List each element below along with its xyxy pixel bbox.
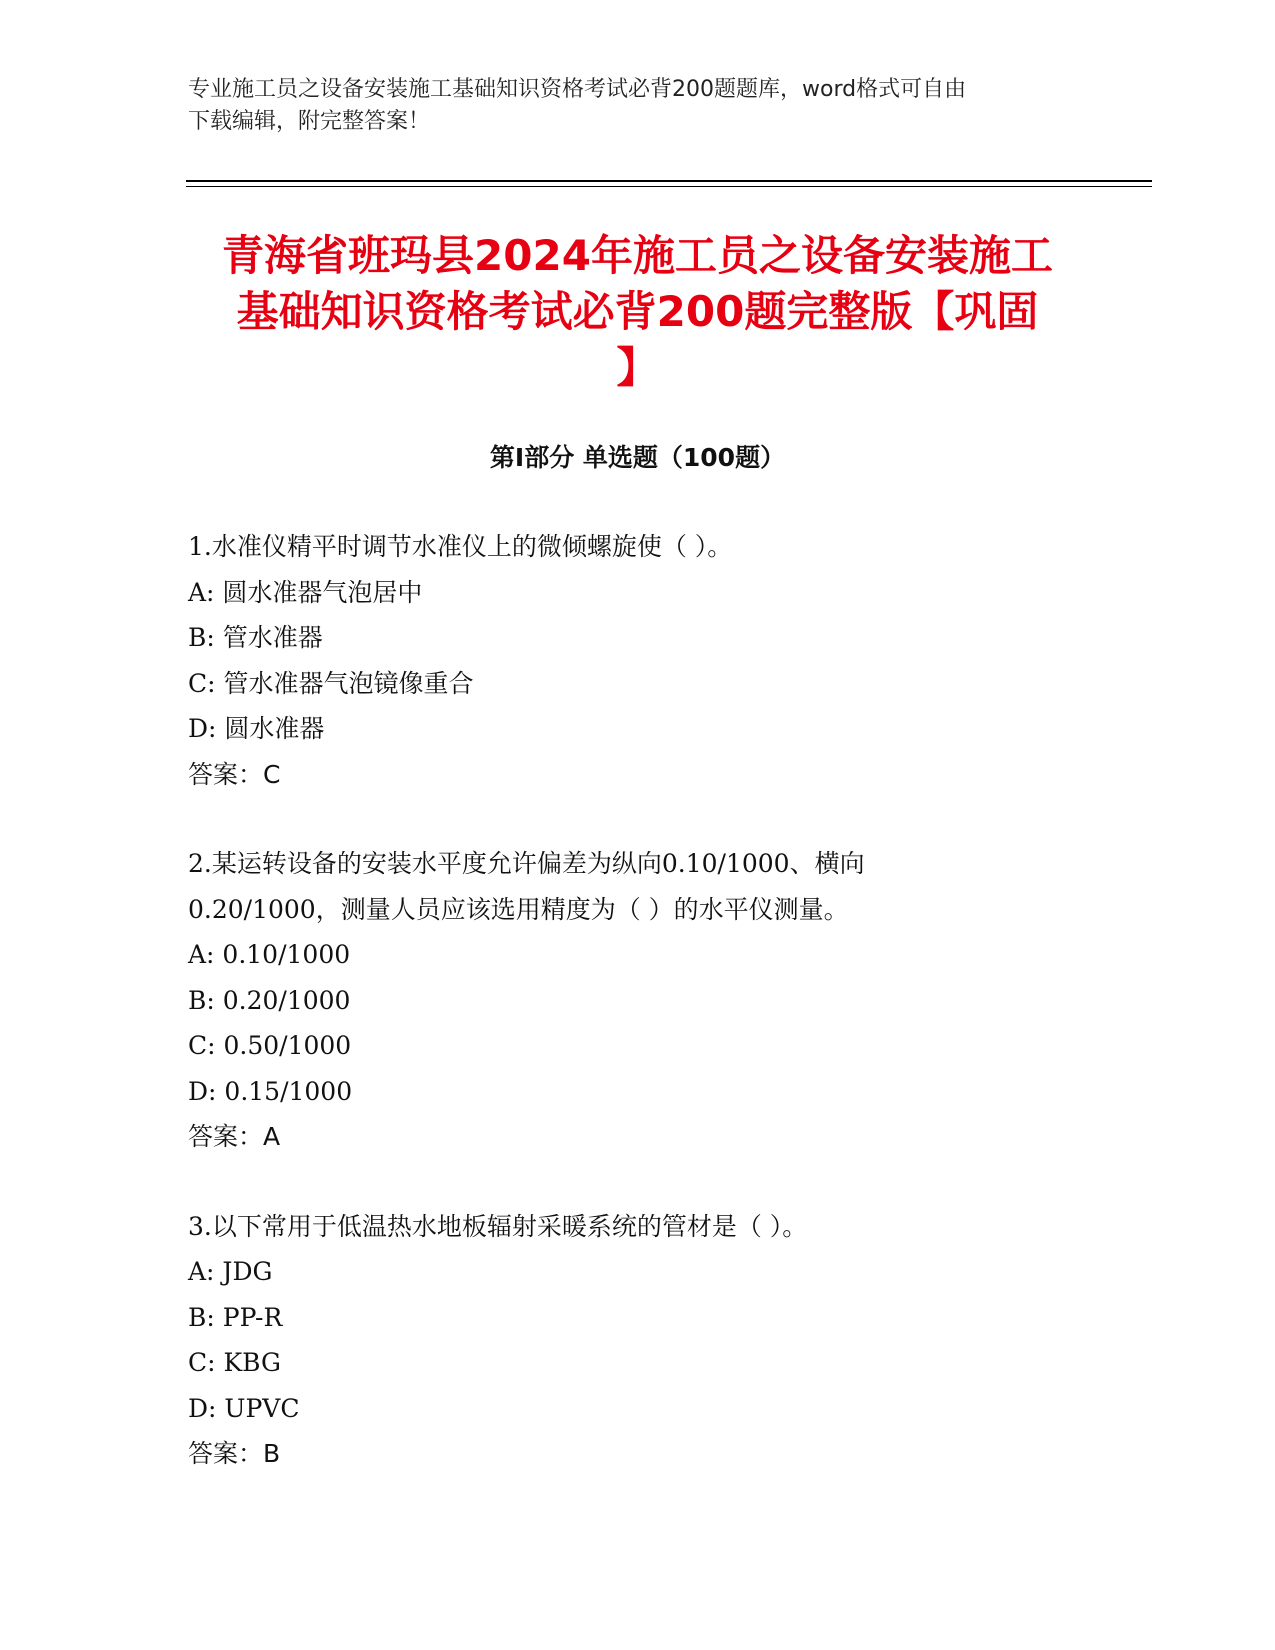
option-d: D: 0.15/1000 (188, 1076, 353, 1106)
option-a: A: 圆水准器气泡居中 (188, 577, 423, 607)
option-c: C: KBG (188, 1348, 281, 1377)
question-stem: 2.某运转设备的安装水平度允许偏差为纵向0.10/1000、横向 (188, 849, 865, 878)
question-stem: 1.水准仪精平时调节水准仪上的微倾螺旋使（ ）。 (188, 532, 733, 561)
option-d: D: 圆水准器 (188, 714, 325, 743)
option-d: D: UPVC (188, 1393, 300, 1423)
header-divider-thin (186, 186, 1152, 187)
section-heading: 第Ⅰ部分 单选题（100题） (489, 443, 786, 472)
option-a: A: 0.10/1000 (188, 940, 351, 969)
question-item (188, 1204, 1088, 1477)
document-title-line: 基础知识资格考试必背200题完整版【巩固 (236, 287, 1039, 336)
question-stem-continued: 0.20/1000，测量人员应该选用精度为（ ）的水平仪测量。 (188, 894, 849, 924)
header-divider-thick (186, 180, 1152, 182)
option-c: C: 管水准器气泡镜像重合 (188, 668, 474, 698)
header-note (188, 74, 1088, 138)
option-a: A: JDG (188, 1257, 273, 1286)
document-title-line: 】 (616, 343, 659, 392)
document-title (150, 228, 1125, 396)
question-item (188, 841, 1088, 1160)
header-note-line: 下载编辑，附完整答案！ (188, 109, 431, 134)
header-note-line: 专业施工员之设备安装施工基础知识资格考试必背200题题库，word格式可自由 (188, 77, 967, 102)
question-list (188, 524, 1088, 1521)
answer-label: 答案：C (188, 759, 281, 789)
question-stem: 3.以下常用于低温热水地板辐射采暖系统的管材是（ ）。 (188, 1211, 808, 1241)
question-item (188, 524, 1088, 797)
answer-label: 答案：A (188, 1122, 281, 1151)
option-b: B: PP-R (188, 1302, 283, 1332)
option-c: C: 0.50/1000 (188, 1031, 352, 1060)
option-b: B: 管水准器 (188, 623, 323, 652)
document-title-line: 青海省班玛县2024年施工员之设备安装施工 (222, 231, 1053, 280)
answer-label: 答案：B (188, 1439, 281, 1468)
option-b: B: 0.20/1000 (188, 985, 351, 1015)
